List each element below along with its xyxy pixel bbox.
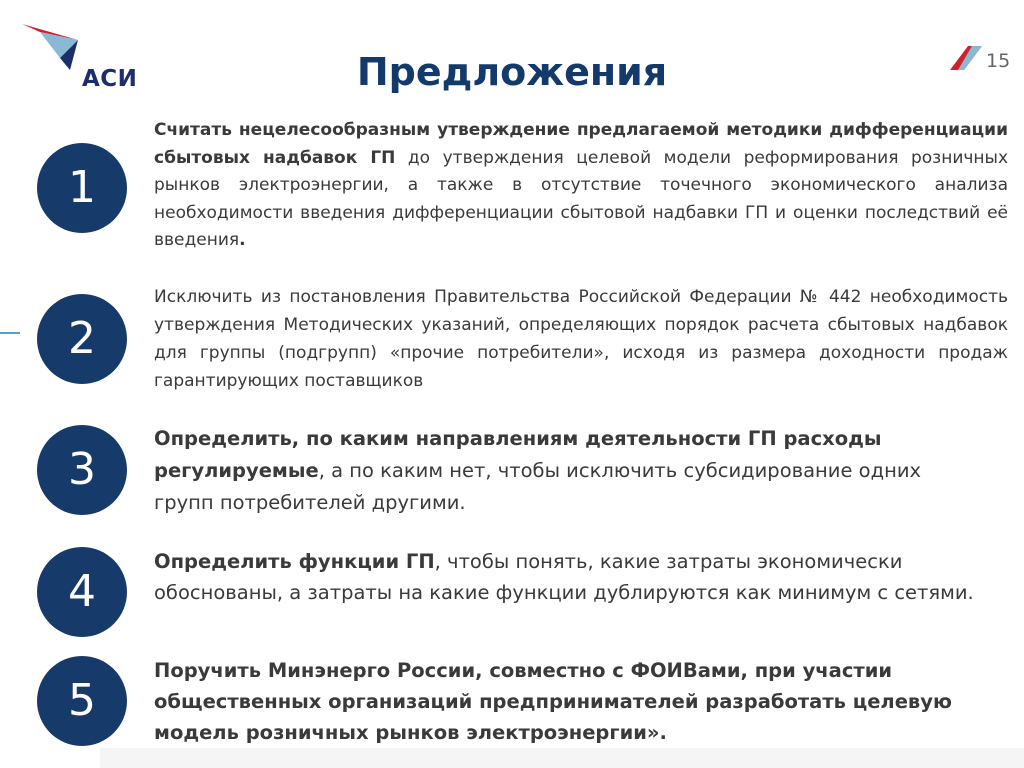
proposal-2 xyxy=(154,283,1008,395)
bottom-band xyxy=(100,748,1024,768)
proposal-1 xyxy=(154,117,1008,255)
proposal-1-bold: Считать нецелесообразным утверждение предлагаемой методики дифференциации сбытовых надбавок ГП xyxy=(154,120,1008,168)
proposal-1-tail: . xyxy=(239,230,246,250)
proposal-3-text: , а по каким нет, чтобы исключить субсидирование одних групп потребителей другими. xyxy=(154,459,922,514)
page-title: Предложения xyxy=(356,50,668,94)
number-badge-4: 4 xyxy=(37,547,127,637)
proposal-4-bold: Определить функции ГП xyxy=(154,550,435,573)
number-badge-1: 1 xyxy=(37,143,127,233)
number-badge-3: 3 xyxy=(37,425,127,515)
side-accent-line xyxy=(0,332,20,334)
proposal-5-bold: Поручить Минэнерго России, совместно с ФОИВами, при участии общественных организаций предпринимателей разработать целевую модель розничных рынков электроэнергии». xyxy=(154,659,952,744)
proposal-4-text: , чтобы понять, какие затраты экономически обоснованы, а затраты на какие функции дублируются как минимум с сетями. xyxy=(154,550,974,604)
number-badge-2: 2 xyxy=(37,294,127,384)
proposal-3 xyxy=(154,423,974,519)
slash-mark-icon xyxy=(948,44,984,72)
number-badge-5: 5 xyxy=(37,656,127,746)
page-number: 15 xyxy=(986,50,1011,72)
proposal-5 xyxy=(154,655,974,748)
proposal-1-text: до утверждения целевой модели реформирования розничных рынков электроэнергии, а также в отсутствие точечного экономического анализа необходимости введения дифференциации сбытовой надбавки ГП и оценки последствий её введения xyxy=(154,147,1009,250)
proposal-4 xyxy=(154,546,974,608)
proposal-2-text: Исключить из постановления Правительства Российской Федерации № 442 необходимость утверждения Методических указаний, определяющих порядок расчета сбытовых надбавок для группы (подгрупп) «прочие потребители», исходя из размера доходности продаж гарантирующих поставщиков xyxy=(154,287,1008,391)
logo-text: АСИ xyxy=(82,66,138,92)
proposal-3-bold: Определить, по каким направлениям деятельности ГП расходы регулируемые xyxy=(154,427,882,482)
